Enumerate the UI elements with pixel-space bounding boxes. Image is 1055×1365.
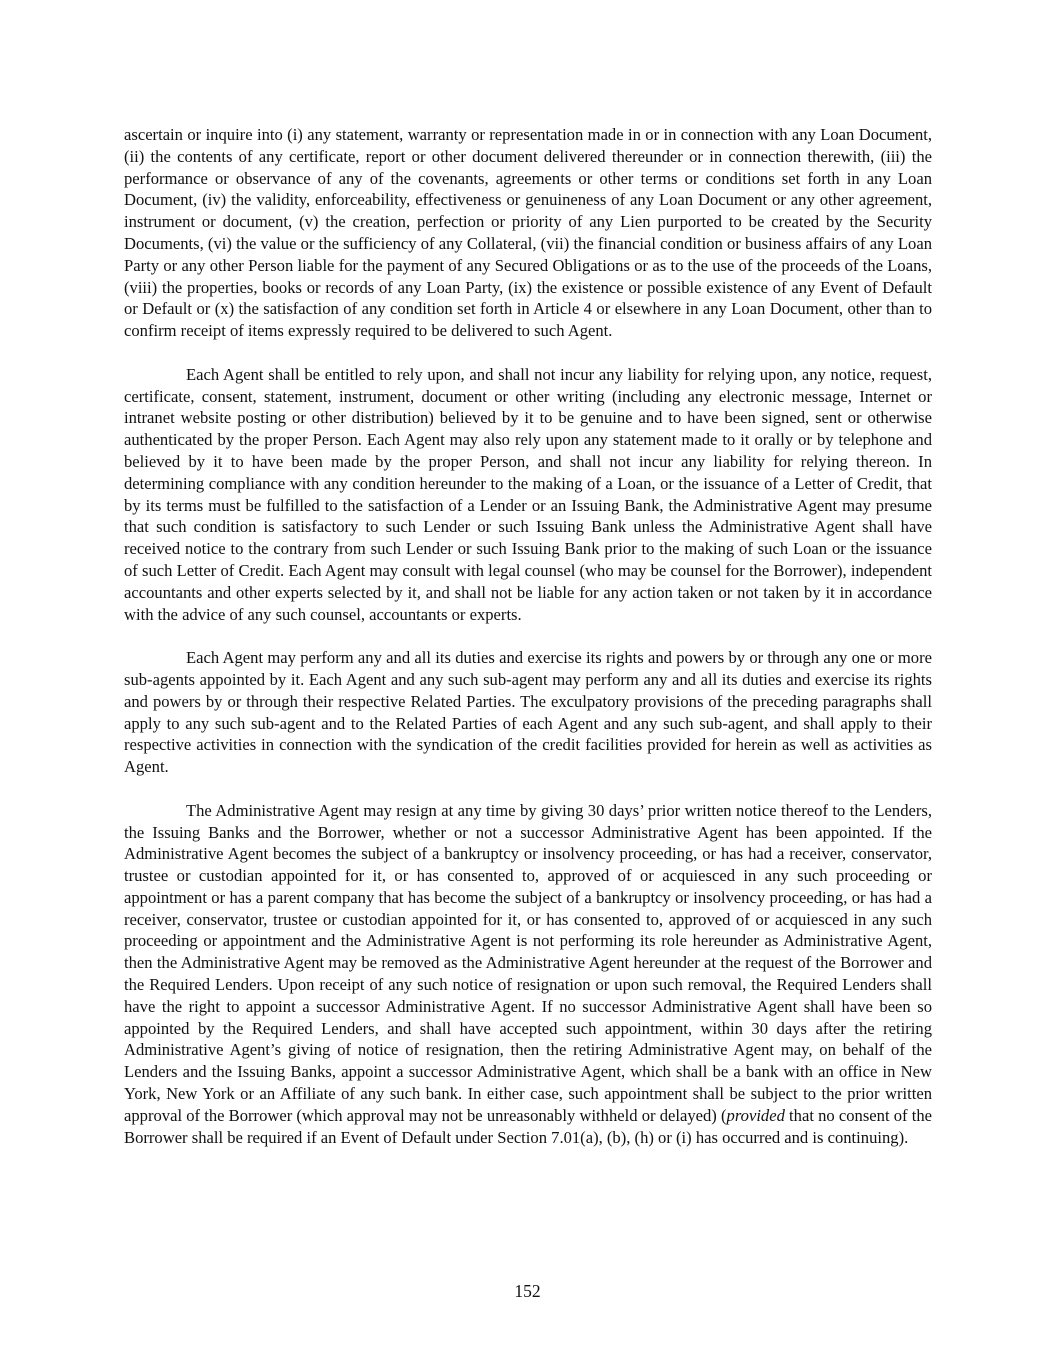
document-body [124,124,932,1170]
paragraph-reliance: Each Agent shall be entitled to rely upon, and shall not incur any liability for relying upon, any notice, request, certificate, consent, statement, instrument, document or other writing (including any electronic message, Internet or intranet website posting or other distribution) believed by it to be genuine and to have been signed, sent or otherwise authenticated by the proper Person. Each Agent may also rely upon any statement made to it orally or by telephone and believed by it to have been made by the proper Person, and shall not incur any liability for relying thereon. In determining compliance with any condition hereunder to the making of a Loan, or the issuance of a Letter of Credit, that by its terms must be fulfilled to the satisfaction of a Lender or an Issuing Bank, the Administrative Agent may presume that such condition is satisfactory to such Lender or such Issuing Bank unless the Administrative Agent shall have received notice to the contrary from such Lender or such Issuing Bank prior to the making of such Loan or the issuance of such Letter of Credit. Each Agent may consult with legal counsel (who may be counsel for the Borrower), independent accountants and other experts selected by it, and shall not be liable for any action taken or not taken by it in accordance with the advice of any such counsel, accountants or experts. [124,364,932,624]
provided-italic: provided [726,1105,785,1125]
paragraph-resignation-text: The Administrative Agent may resign at any time by giving 30 days’ prior written notice thereof to the Lenders, the Issuing Banks and the Borrower, whether or not a successor Administrative Agent has been appointed. If the Administrative Agent becomes the subject of a bankruptcy or insolvency proceeding, or has had a receiver, conservator, trustee or custodian appointed for it, or has consented to, approved of or acquiesced in any such proceeding or appointment or has a parent company that has become the subject of a bankruptcy or insolvency proceeding, or has had a receiver, conservator, trustee or custodian appointed for it, or has consented to, approved of or acquiesced in any such proceeding or appointment and the Administrative Agent is not performing its role hereunder as Administrative Agent, then the Administrative Agent may be removed as the Administrative Agent hereunder at the request of the Borrower and the Required Lenders. Upon receipt of any such notice of resignation or upon such removal, the Required Lenders shall have the right to appoint a successor Administrative Agent. If no successor Administrative Agent shall have been so appointed by the Required Lenders, and shall have accepted such appointment, within 30 days after the retiring Administrative Agent’s giving of notice of resignation, then the retiring Administrative Agent may, on behalf of the Lenders and the Issuing Banks, appoint a successor Administrative Agent, which shall be a bank with an office in New York, New York or an Affiliate of any such bank. In either case, such appointment shall be subject to the prior written approval of the Borrower (which approval may not be unreasonably withheld or delayed) ( [124,800,932,1125]
paragraph-resignation-tail: that no consent of the Borrower shall be required if an Event of Default under Section 7.01(a), (b), (h) or (i) has occurred and is continuing). [124,1105,932,1147]
paragraph-sub-agents: Each Agent may perform any and all its duties and exercise its rights and powers by or through any one or more sub-agents appointed by it. Each Agent and any such sub-agent may perform any and all its duties and exercise its rights and powers by or through their respective Related Parties. The exculpatory provisions of the preceding paragraphs shall apply to any such sub-agent and to the Related Parties of each Agent and any such sub-agent, and shall apply to their respective activities in connection with the syndication of the credit facilities provided for herein as well as activities as Agent. [124,648,932,777]
paragraph-continuation: ascertain or inquire into (i) any statement, warranty or representation made in or in connection with any Loan Document, (ii) the contents of any certificate, report or other document delivered thereunder or in connection therewith, (iii) the performance or observance of any of the covenants, agreements or other terms or conditions set forth in any Loan Document, (iv) the validity, enforceability, effectiveness or genuineness of any Loan Document or any other agreement, instrument or document, (v) the creation, perfection or priority of any Lien purported to be created by the Security Documents, (vi) the value or the sufficiency of any Collateral, (vii) the financial condition or business affairs of any Loan Party or any other Person liable for the payment of any Secured Obligations or as to the use of the proceeds of the Loans, (viii) the properties, books or records of any Loan Party, (ix) the existence or possible existence of any Event of Default or Default or (x) the satisfaction of any condition set forth in Article 4 or elsewhere in any Loan Document, other than to confirm receipt of items expressly required to be delivered to such Agent. [124,125,932,341]
page-number: 152 [514,1281,541,1301]
paragraph-resignation [124,800,932,1149]
